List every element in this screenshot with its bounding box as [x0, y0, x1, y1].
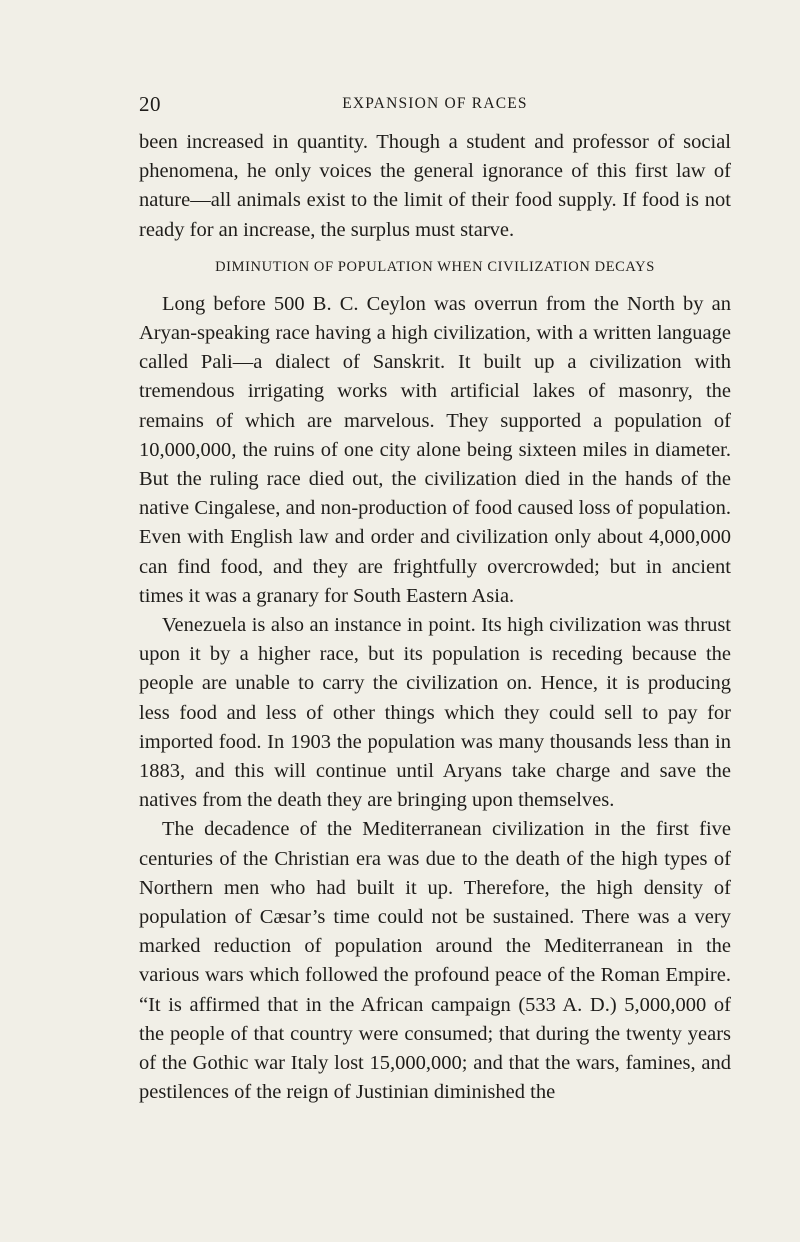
- page-number: 20: [139, 92, 161, 116]
- running-head: [139, 92, 731, 120]
- running-title: EXPANSION OF RACES: [342, 95, 528, 112]
- paragraph-venezuela: Venezuela is also an instance in point. Its high civilization was thrust upon it by a higher race, but its population is receding because the people are unable to carry the civilization on. Hence, it is producing less food and less of other things which they could sell to pay for imported food. In 1903 the population was many thousands less than in 1883, and this will continue until Aryans take charge and save the natives from the death they are bringing upon themselves.: [139, 614, 731, 812]
- section-heading: DIMINUTION OF POPULATION WHEN CIVILIZATION DECAYS: [215, 258, 655, 275]
- paragraph-continued: been increased in quantity. Though a student and professor of social phenomena, he only voices the general ignorance of this first law of nature—all animals exist to the limit of their food supply. If food is not ready for an increase, the surplus must starve.: [139, 131, 731, 241]
- body-text: [139, 128, 731, 1108]
- paragraph-mediterranean: The decadence of the Mediterranean civilization in the first five centuries of the Christian era was due to the death of the high types of Northern men who had built it up. Therefore, the high density of population of Cæsar’s time could not be sustained. There was a very marked reduction of population around the Mediterranean in the various wars which followed the profound peace of the Roman Empire. “It is affirmed that in the African campaign (533 A. D.) 5,000,000 of the people of that country were consumed; that during the twenty years of the Gothic war Italy lost 15,000,000; and that the wars, famines, and pestilences of the reign of Justinian diminished the: [139, 818, 731, 1104]
- paragraph-ceylon: Long before 500 B. C. Ceylon was overrun from the North by an Aryan-speaking race having a high civilization, with a written language called Pali—a dialect of Sanskrit. It built up a civilization with tremendous irrigating works with artificial lakes of masonry, the remains of which are marvelous. They supported a population of 10,000,000, the ruins of one city alone being sixteen miles in diameter. But the ruling race died out, the civilization died in the hands of the native Cingalese, and non-production of food caused loss of population. Even with English law and order and civilization only about 4,000,000 can find food, and they are frightfully overcrowded; but in ancient times it was a granary for South Eastern Asia.: [139, 292, 731, 607]
